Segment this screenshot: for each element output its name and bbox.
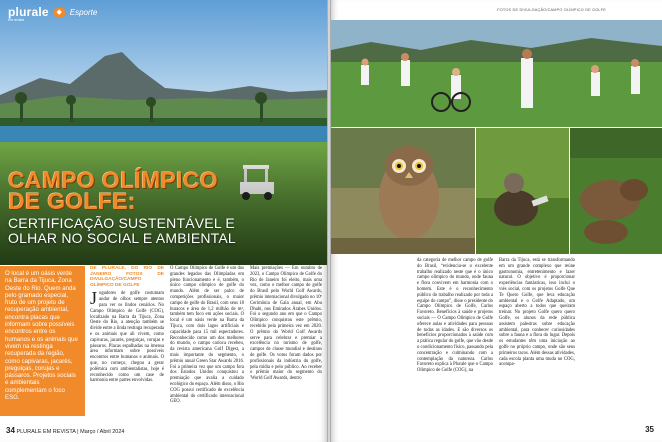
left-page-number: 34 [6, 426, 15, 435]
drop-cap: J [90, 288, 98, 309]
subhead-line-2: OLHAR NO SOCIAL E AMBIENTAL [8, 230, 236, 246]
section-label: Esporte [69, 7, 98, 17]
brand-name: plurale [8, 5, 49, 19]
article-column-5: da categoria de melhor campo de golfe do Brasil, “evidencia-se o excelente trabalho realizado neste que é o único campo olímpico do mundo, onde fauna e flora convivem em harmonia com o homem. Este é o reconhecimento público do trabalho realizado por toda a equipe do campo”, disse o presidente do Campo Olímpico de Golfe, Carlos Favoreto. Benefícios à saúde e projetos sociais — O Campo Olímpico de Golfe oferece aulas e atividades para pessoas de todas as idades. E são diversos os benefícios proporcionados à saúde com a prática regular do golfe, que vão desde o condicionamento físico, passando pela concentração e culminando com a contemplação da natureza. Carlos Favoreto explica à Plurale que o Campo Olímpico de Golfe (COG), na [417, 258, 494, 374]
column-1-text: ogadores de golfe costumam andar de olhos sempre atentos para ver os lindos cenários. No Campo Olímpico de Golfe (COG), localizado na Barra da Tijuca, Zona Oeste do Rio, a atenção também se divide entre a linda restinga recuperada e os animais que ali vivem, como capivaras, jacarés, preguiças, corujas e pássaros. Placas espalhadas na imensa área informam sobre possíveis encontros entre humanos e animais. O que, no começo, chegou a gerar polêmica com ambientalistas, hoje é reconhecido como um case de harmonia entre partes envolvidas. [90, 291, 164, 384]
left-footer [0, 420, 327, 442]
article-column-2: O Campo Olímpico de Golfe é um dos grandes legados das Olimpíadas em pleno funcionamento e é, também, o único campo olímpico de golfe do mundo. Além de ser palco de competições profissionais, o maior campo de golfe do Brasil, com seus 18 buracos e área de 1,2 milhão de m², também tem foco em ações sociais. O local é um oásis verde na Barra da Tijuca, com dois lagos artificiais e capacidade para 15 mil espectadores. Reconhecido como um dos melhores do mundo, o campo carioca recebeu, da revista americana Golf Digest, a mais importante do segmento, o prêmio anual Green Star Awards 2016. Foi a primeira vez que um campo fora dos Estados Unidos conquistou a premiação que avalia a cuidado ecológico do espaço. Além disso, o Rio COG possui certificado de excelência ambiental do certificado internacional GEO. [170, 266, 244, 405]
photo-credit-topline: FOTOS DE DIVULGAÇÃO/CAMPO OLÍMPICO DE GOLFE [497, 8, 606, 12]
lead-box: O local é um oásis verde na Barra da Tijuca, Zona Oeste do Rio. Quem anda pelo gramado especial, fruto de um projeto de recuperação ambiental, encontra placas que informam sobre possíveis encontros entre os humanos e os animais que vivem na restinga recuperada da região, como capivaras, jacarés, preguiças, corujas e pássaros. Projetos sociais e ambientais complementam o foco ESG. [0, 266, 85, 416]
footer-left [6, 426, 124, 435]
headline [8, 167, 318, 214]
headline-line-1: CAMPO OLÍMPICO [8, 167, 218, 193]
article-column-6: Barra da Tijuca, está se transformando em um grande complexo que reúne gastronomia, entretenimento e lazer natural. O objetivo é proporcionar experiências fantásticas, isso inclui o viés social, com os projetos Golfe Que Te Quero Golfe, que leva educação ambiental e o Golfe Adaptado, um espaço aberto a todos que queiram treinar. No projeto Golfe quero quero Golfe, os alunos da rede pública assistem palestras sobre educação ambiental, para conhecer curiosidades sobre a fauna e a flora do lugar. Depois os estudantes têm uma iniciação ao golfe no próprio campo, onde são seus primeiros tacos. Além dessas atividades, cada escola planta uma muda no COG, acompa- [499, 258, 575, 368]
photo-capybaras [570, 128, 662, 254]
photo-golf-players-group [331, 20, 662, 127]
article-column-4 [335, 258, 411, 414]
byline-credit: DE PLURALE, DO RIO DE JANEIRO FOTOS DE DIVULGAÇÃO/CAMPO OLÍMPICO DE GOLFE [90, 266, 164, 288]
brand-leaf-icon: ◆ [54, 8, 65, 17]
right-page [331, 0, 662, 442]
right-page-number: 35 [645, 425, 654, 434]
brand-subtitle: em revista [8, 18, 25, 22]
photo-burrowing-owl [331, 128, 475, 254]
subheadline [8, 216, 318, 246]
subhead-line-1: CERTIFICAÇÃO SUSTENTÁVEL E [8, 215, 235, 231]
footer-left-text: PLURALE EM REVISTA | Março / Abril 2024 [16, 429, 125, 435]
right-footer [331, 420, 662, 442]
brand-logo [8, 5, 98, 22]
headline-line-2: DE GOLFE: [8, 188, 136, 214]
left-page [0, 0, 327, 442]
title-block [8, 167, 318, 246]
article-column-7 [581, 258, 657, 414]
photo-fish-eagle [476, 128, 569, 254]
article-column-1 [90, 266, 164, 416]
article-column-3: Mais premiações — Em outubro de 2023, o Campo Olímpico de Golfe do Rio de Janeiro foi eleito, mais uma vez, como o melhor campo de golfe do Brasil pelo World Golf Awards, prêmio internacional divulgado no 10º Cerimônia de Gala anual, em Abu Dhabi, nos Emirados Árabes Unidos. Foi o segundo ano em que o Campo Olímpico conquistou este prêmio, recebido pela primeira vez em 2020. O prêmio do World Golf Awards serve para celebrar e premiar a excelência no turismo de golfe, campos de classe mundial e destinos de golfe. Os votos foram dados por profissionais da indústria do golfe, pela mídia e pelo público. Ao receber o prêmio maior do segmento do 'World Golf Awards, dentro [250, 266, 323, 382]
